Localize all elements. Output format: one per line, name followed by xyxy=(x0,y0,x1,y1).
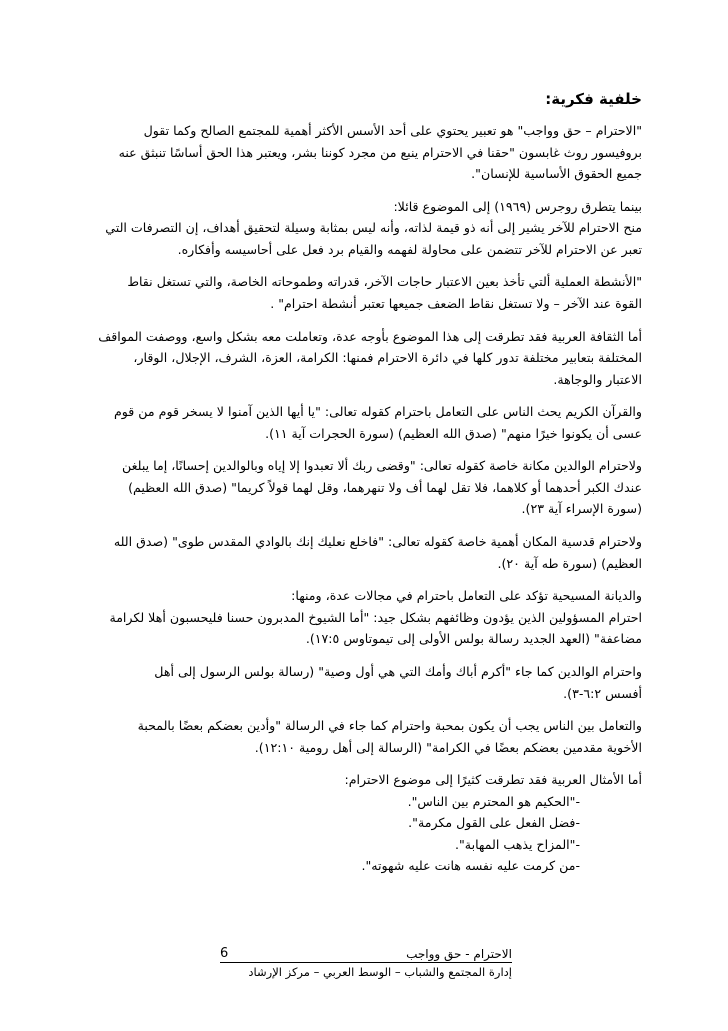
paragraph-line: والديانة المسيحية تؤكد على التعامل باحترام في مجالات عدة، ومنها: xyxy=(291,588,642,604)
paragraph-line: المختلفة بتعابير مختلفة تدور كلها في دائرة الاحترام فمنها: الكرامة، العزة، الشرف، الإجلال، الوقار، xyxy=(133,350,642,366)
paragraph-line: أفسس ٦:٢-٣). xyxy=(563,685,642,701)
paragraph xyxy=(64,326,642,391)
paragraph xyxy=(64,271,642,314)
paragraph xyxy=(64,120,642,185)
proverb-item: -"الحكيم هو المحترم بين الناس". xyxy=(407,793,580,809)
paragraph-line: "الاحترام – حق وواجب" هو تعبير يحتوي على أحد الأسس الأكثر أهمية للمجتمع الصالح وكما تقول xyxy=(143,123,642,138)
section-heading: خلفية فكرية: xyxy=(545,90,642,108)
paragraph-line: مضاعفة" (العهد الجديد رسالة بولس الأولى إلى تيموتاوس ١٧:٥). xyxy=(305,631,642,647)
footer-top-row xyxy=(220,946,512,963)
paragraph xyxy=(64,715,642,758)
paragraph-line: ولاحترام قدسية المكان أهمية خاصة كقوله تعالى: "فاخلع نعليك إنك بالوادي المقدس طوى" (صدق الله xyxy=(113,534,642,550)
paragraph-line: الاعتبار والوجاهة. xyxy=(553,371,642,387)
paragraph-line: بينما يتطرق روجرس (١٩٦٩) إلى الموضوع قائلا: xyxy=(393,198,642,214)
paragraph-line: احترام المسؤولين الذين يؤدون وظائفهم بشكل جيد: "أما الشيوخ المدبرون حسنا فليحسبون أهلا لكرامة xyxy=(109,609,642,625)
paragraph xyxy=(64,661,642,704)
paragraph-line: (سورة الإسراء آية ٢٣). xyxy=(521,501,642,517)
paragraph-line: جميع الحقوق الأساسية للإنسان". xyxy=(471,166,642,181)
document-body xyxy=(64,88,642,877)
paragraph xyxy=(64,401,642,444)
paragraph-line: العظيم) (سورة طه آية ٢٠). xyxy=(497,555,642,571)
proverbs-section xyxy=(64,769,642,877)
paragraph-line: عندك الكبر أحدهما أو كلاهما، فلا تقل لهما أف ولا تنهرهما، وقل لهما قولاً كريما" (صدق الله العظيم) xyxy=(128,479,642,495)
footer-title: الاحترام - حق وواجب xyxy=(406,947,512,961)
footer-subtitle: إدارة المجتمع والشباب – الوسط العربي – مركز الإرشاد xyxy=(248,965,512,979)
proverb-item: -من كرمت عليه نفسه هانت عليه شهوته". xyxy=(361,858,580,874)
paragraph xyxy=(64,455,642,520)
paragraph-line: بروفيسور روث غابسون "حقنا في الاحترام ينبع من مجرد كوننا بشر، ويعتبر هذا الحق أساسًا تنبثق عنه xyxy=(118,144,642,160)
paragraph-line: ولاحترام الوالدين مكانة خاصة كقوله تعالى: "وقضى ربك ألا تعبدوا إلا إياه وبالوالدين إحسانًا، إما يبلغن xyxy=(121,458,642,474)
paragraph xyxy=(64,585,642,650)
proverbs-list xyxy=(64,791,642,877)
paragraph-line: منح الاحترام للآخر يشير إلى أنه ذو قيمة لذاته، وأنه ليس بمثابة وسيلة لتحقيق أهداف، إن التصرفات التي xyxy=(105,220,642,236)
paragraph-list xyxy=(64,120,642,758)
proverbs-intro: أما الأمثال العربية فقد تطرقت كثيرًا إلى موضوع الاحترام: xyxy=(344,772,642,788)
paragraph xyxy=(64,196,642,261)
paragraph-line: تعبر عن الاحترام للآخر تتضمن على محاولة لفهمه والقيام برد فعل على أحاسيسه وأفكاره. xyxy=(177,241,642,257)
proverb-item: -"المزاح يذهب المهابة". xyxy=(455,836,580,852)
page-number: 6 xyxy=(220,946,229,961)
paragraph-line: عسى أن يكونوا خيرًا منهم" (صدق الله العظيم) (سورة الحجرات آية ١١). xyxy=(265,425,642,441)
paragraph-line: أما الثقافة العربية فقد تطرقت إلى هذا الموضوع بأوجه عدة، وتعاملت معه بشكل واسع، ووصفت المواقف xyxy=(98,328,642,344)
paragraph-line: والقرآن الكريم يحث الناس على التعامل باحترام كقوله تعالى: "يا أيها الذين آمنوا لا يسخر قوم من قوم xyxy=(113,404,642,420)
proverb-item: -فضل الفعل على القول مكرمة". xyxy=(408,815,580,831)
paragraph-line: واحترام الوالدين كما جاء "أكرم أباك وأمك التي هي أول وصية" (رسالة بولس الرسول إلى أهل xyxy=(154,664,642,679)
paragraph-line: الأخوية مقدمين بعضكم بعضًا في الكرامة" (الرسالة إلى أهل رومية ١٢:١٠). xyxy=(254,739,642,755)
paragraph xyxy=(64,531,642,574)
paragraph-line: "الأنشطة العملية ألتي تأخذ بعين الاعتبار حاجات الآخر، قدراته وطموحاته الخاصة، والتي تستغل نقاط xyxy=(127,274,642,290)
paragraph-line: والتعامل بين الناس يجب أن يكون بمحبة واحترام كما جاء في الرسالة "وأدين بعضكم بعضًا بالمحبة xyxy=(137,718,642,734)
paragraph-line: القوة عند الآخر – ولا تستغل نقاط الضعف جميعها تعتبر أنشطة احترام" . xyxy=(270,295,642,311)
page-footer xyxy=(220,946,512,981)
